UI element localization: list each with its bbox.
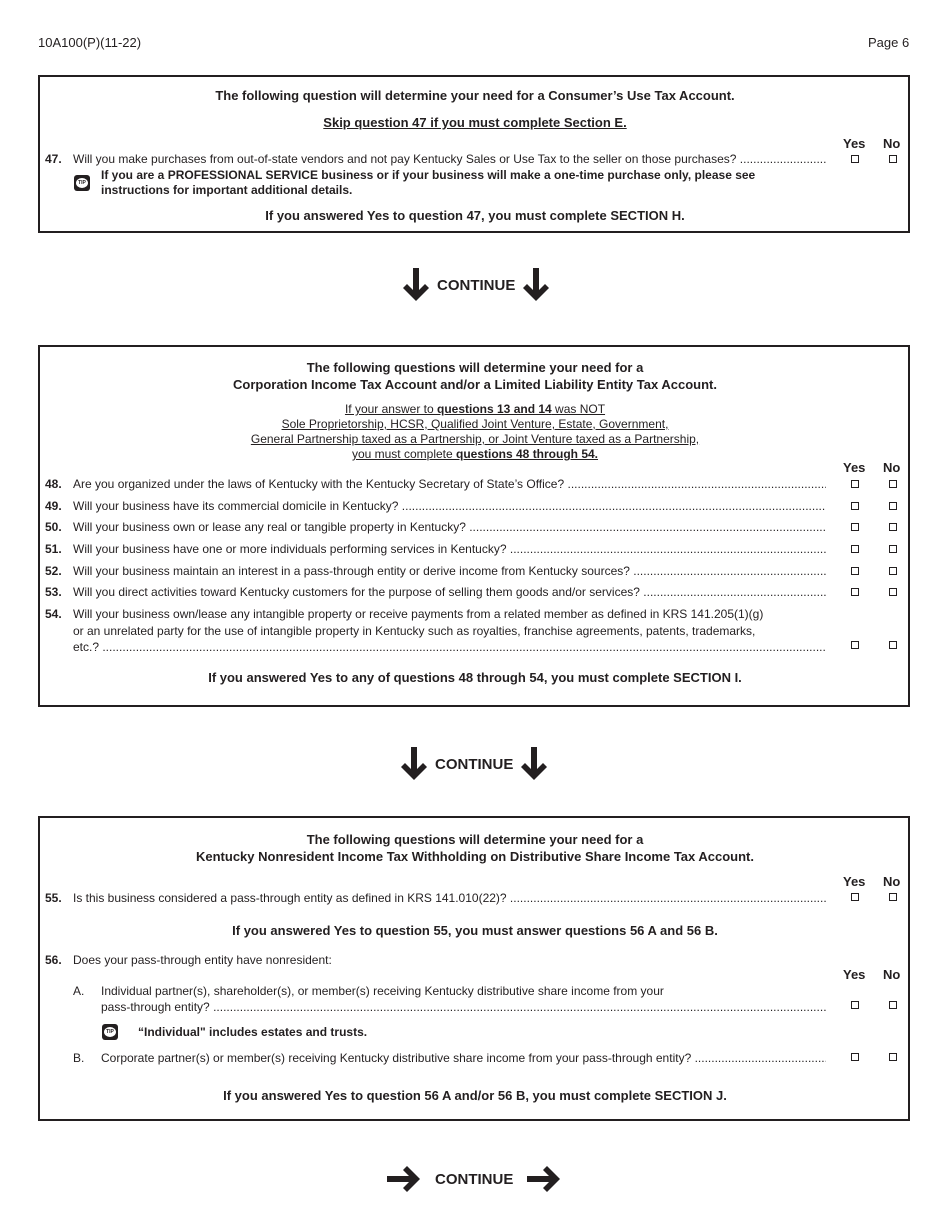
question-number: 50. [45, 520, 62, 534]
q55-yes-checkbox[interactable] [851, 893, 859, 901]
q54-no-checkbox[interactable] [889, 641, 897, 649]
question-56b-text: Corporate partner(s) or member(s) receiving Kentucky distributive share income from your pass-through entity? ..... [101, 1051, 826, 1065]
no-checkbox[interactable] [889, 545, 897, 553]
continue-label: CONTINUE [435, 1170, 514, 1188]
continue-divider [403, 268, 549, 302]
question-number: 49. [45, 499, 62, 513]
question-number: 54. [45, 607, 62, 621]
q56b-no-checkbox[interactable] [889, 1053, 897, 1061]
section2-footer: If you answered Yes to any of questions 48 through 54, you must complete SECTION I. [208, 670, 742, 685]
q54-yes-checkbox[interactable] [851, 641, 859, 649]
condition-line1: If your answer to questions 13 and 14 was NOT [344, 402, 606, 416]
yes-checkbox[interactable] [851, 480, 859, 488]
no-checkbox[interactable] [889, 502, 897, 510]
tip-text-line2: instructions for important additional details. [101, 183, 353, 197]
question-56a-letter: A. [73, 984, 85, 998]
no-checkbox[interactable] [889, 480, 897, 488]
section1-skip-note: Skip question 47 if you must complete Section E. [323, 115, 627, 130]
no-checkbox[interactable] [889, 588, 897, 596]
question-54-line1: Will your business own/lease any intangible property or receive payments from a related member as defined in KRS 141.205(1)(g) [73, 607, 764, 621]
condition-line4: you must complete questions 48 through 54. [351, 447, 599, 461]
question-56a-line1: Individual partner(s), shareholder(s), or member(s) receiving Kentucky distributive share income from your [101, 984, 664, 998]
continue-divider [387, 1166, 561, 1192]
no-checkbox[interactable] [889, 567, 897, 575]
q56a-yes-checkbox[interactable] [851, 1001, 859, 1009]
arrow-down-icon [521, 747, 547, 781]
arrow-right-icon [387, 1166, 421, 1192]
question-54-line2: or an unrelated party for the use of intangible property in Kentucky such as royalties, franchise agreements, patents, trademarks, [73, 624, 756, 638]
section3-mid-note: If you answered Yes to question 55, you must answer questions 56 A and 56 B. [232, 923, 718, 938]
question-text: Will your business own or lease any real or tangible property in Kentucky? ..... [73, 520, 826, 534]
yes-checkbox[interactable] [851, 502, 859, 510]
question-number: 52. [45, 564, 62, 578]
tip-icon: TIP [102, 1024, 118, 1040]
q47-yes-checkbox[interactable] [851, 155, 859, 163]
tip-individual-text: “Individual" includes estates and trusts. [138, 1025, 368, 1039]
yes-checkbox[interactable] [851, 545, 859, 553]
yes-header: Yes [843, 967, 866, 982]
question-54-line3: etc.? ..... [73, 640, 826, 654]
continue-divider [401, 747, 547, 781]
question-number: 56. [45, 953, 62, 967]
no-header: No [883, 874, 901, 889]
no-header: No [883, 460, 901, 475]
yes-checkbox[interactable] [851, 567, 859, 575]
section3-footer: If you answered Yes to question 56 A and/or 56 B, you must complete SECTION J. [223, 1088, 727, 1103]
yes-header: Yes [843, 874, 866, 889]
section1-footer: If you answered Yes to question 47, you must complete SECTION H. [265, 208, 685, 223]
q56a-no-checkbox[interactable] [889, 1001, 897, 1009]
section2-title-line2: Corporation Income Tax Account and/or a Limited Liability Entity Tax Account. [233, 377, 717, 392]
section1-title: The following question will determine your need for a Consumer’s Use Tax Account. [215, 88, 735, 103]
question-number: 55. [45, 891, 62, 905]
tip-text-line1: If you are a PROFESSIONAL SERVICE business or if your business will make a one-time purchase only, please see [101, 168, 756, 182]
question-text: Will you direct activities toward Kentucky customers for the purpose of selling them goods and/or services? ..... [73, 585, 826, 599]
section3-title-line1: The following questions will determine your need for a [306, 832, 644, 847]
question-55-text: Is this business considered a pass-through entity as defined in KRS 141.010(22)? ..... [73, 891, 826, 905]
condition-line2: Sole Proprietorship, HCSR, Qualified Joint Venture, Estate, Government, [281, 417, 669, 431]
no-header: No [883, 967, 901, 982]
question-number: 51. [45, 542, 62, 556]
section3-title-line2: Kentucky Nonresident Income Tax Withholding on Distributive Share Income Tax Account. [196, 849, 754, 864]
form-id: 10A100(P)(11-22) [38, 35, 142, 50]
yes-header: Yes [843, 460, 866, 475]
q47-no-checkbox[interactable] [889, 155, 897, 163]
no-header: No [883, 136, 901, 151]
question-text: Are you organized under the laws of Kentucky with the Kentucky Secretary of State’s Office? ..... [73, 477, 826, 491]
q56b-yes-checkbox[interactable] [851, 1053, 859, 1061]
question-text: Will your business have its commercial domicile in Kentucky? ..... [73, 499, 826, 513]
arrow-down-icon [403, 268, 429, 302]
continue-label: CONTINUE [435, 755, 514, 773]
arrow-right-icon [527, 1166, 561, 1192]
arrow-down-icon [523, 268, 549, 302]
no-checkbox[interactable] [889, 523, 897, 531]
yes-header: Yes [843, 136, 866, 151]
yes-checkbox[interactable] [851, 588, 859, 596]
condition-line3: General Partnership taxed as a Partnership, or Joint Venture taxed as a Partnership, [250, 432, 700, 446]
section2-title-line1: The following questions will determine your need for a [306, 360, 644, 375]
question-56b-letter: B. [73, 1051, 85, 1065]
tip-icon: TIP [74, 175, 90, 191]
question-47-text: Will you make purchases from out-of-state vendors and not pay Kentucky Sales or Use Tax to the seller on those purchases? ..... [73, 152, 826, 166]
yes-checkbox[interactable] [851, 523, 859, 531]
page-number: Page 6 [868, 35, 910, 50]
question-number: 48. [45, 477, 62, 491]
continue-label: CONTINUE [437, 276, 516, 294]
question-number: 47. [45, 152, 62, 166]
q55-no-checkbox[interactable] [889, 893, 897, 901]
question-text: Will your business maintain an interest in a pass-through entity or derive income from Kentucky sources? ..... [73, 564, 826, 578]
question-text: Will your business have one or more individuals performing services in Kentucky? ..... [73, 542, 826, 556]
question-56a-line2: pass-through entity? ..... [101, 1000, 826, 1014]
question-56-text: Does your pass-through entity have nonresident: [73, 953, 332, 967]
question-number: 53. [45, 585, 62, 599]
arrow-down-icon [401, 747, 427, 781]
